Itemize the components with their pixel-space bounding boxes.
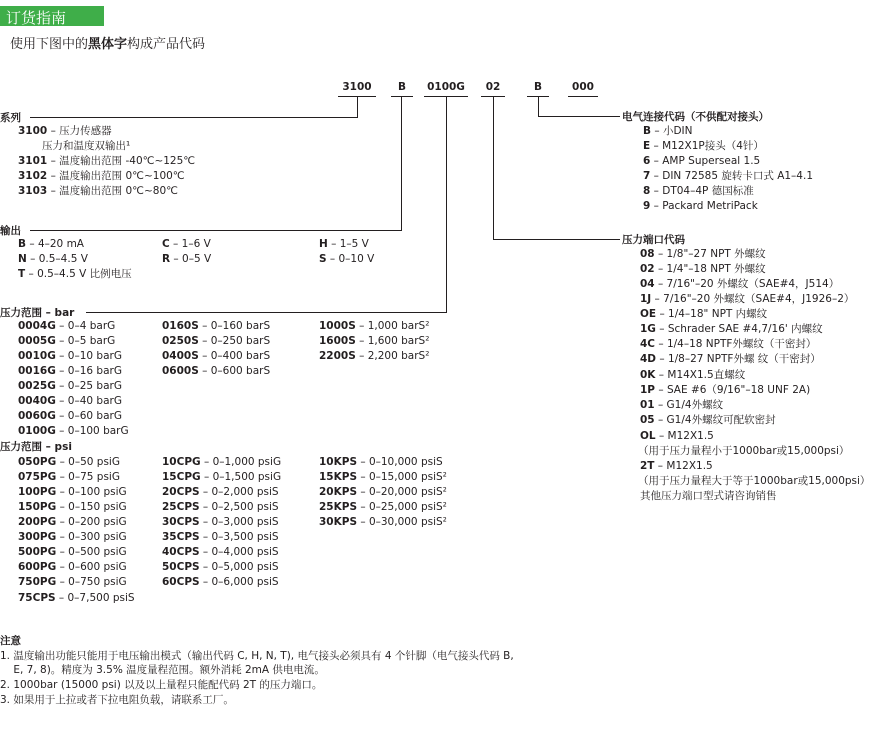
item-desc: – 1/8"–27 NPT 外螺纹 (654, 248, 766, 260)
item-desc: – 0–30,000 psiS² (357, 516, 447, 528)
item-desc: – 0–100 barG (55, 425, 129, 437)
item-desc: – 0–2,000 psiS (199, 486, 279, 498)
item-code: 1G (640, 323, 656, 335)
item-code: 75CPS (18, 592, 56, 604)
item-code: 2200S (319, 350, 356, 362)
item-desc: – 0–1,000 psiG (200, 456, 282, 468)
list-item (162, 334, 270, 349)
item-desc: – 0–5,000 psiS (199, 561, 279, 573)
item-desc: – 0–100 psiG (56, 486, 127, 498)
underline-output (391, 96, 413, 97)
series-title: 系列 (0, 112, 21, 124)
item-desc: – 0–5 barG (55, 335, 116, 347)
item-desc: – M14X1.5直螺纹 (655, 369, 746, 381)
list-item (18, 560, 127, 575)
list-item (643, 184, 754, 199)
note-line: E, 7, 8)。精度为 3.5% 温度量程范围。额外消耗 2mA 供电电流。 (0, 664, 325, 676)
item-code: 1P (640, 384, 656, 396)
item-desc: – 小DIN (651, 125, 693, 137)
list-item (162, 530, 279, 545)
list-item (643, 199, 758, 214)
item-code: 100PG (18, 486, 57, 498)
list-item (319, 319, 429, 334)
item-desc: – 2,200 barS² (355, 350, 430, 362)
item-desc: – G1/4外螺纹 (654, 399, 724, 411)
item-code: 3102 (18, 170, 48, 182)
item-desc: – 0–500 psiG (56, 546, 127, 558)
item-desc: – 温度输出范围 0℃~80℃ (47, 185, 178, 197)
list-item (319, 349, 429, 364)
connector-range-v (446, 96, 447, 312)
range-bar-title: 压力范围 – bar (0, 307, 75, 319)
list-item (18, 237, 84, 252)
item-desc: – DT04–4P 德国标准 (650, 185, 754, 197)
item-desc: – 1–6 V (169, 238, 211, 250)
item-code: 6 (643, 155, 651, 167)
list-item (162, 545, 279, 560)
item-code: 40CPS (162, 546, 200, 558)
model-code-option: 000 (572, 81, 594, 93)
item-desc: – 1–5 V (327, 238, 369, 250)
list-item (18, 575, 127, 590)
notes-title: 注意 (0, 635, 21, 647)
item-desc: – 1/4"–18 NPT 外螺纹 (654, 263, 766, 275)
list-item (42, 139, 130, 154)
item-desc: – 0–40 barG (55, 395, 122, 407)
list-item (640, 337, 816, 352)
list-item (162, 237, 211, 252)
subtitle-pre: 使用下图中的 (10, 37, 89, 52)
item-code: 0004G (18, 320, 56, 332)
item-desc: – 0–160 barS (198, 320, 271, 332)
item-desc: – 0–4,000 psiS (199, 546, 279, 558)
list-item (640, 413, 776, 428)
list-item (18, 184, 178, 199)
range-psi-title: 压力范围 – psi (0, 441, 72, 453)
list-item (640, 383, 810, 398)
model-code-series: 3100 (342, 81, 372, 93)
list-item (18, 364, 122, 379)
item-code: 075PG (18, 471, 57, 483)
list-item (18, 455, 120, 470)
item-code: 150PG (18, 501, 57, 513)
item-code: 08 (640, 248, 655, 260)
item-code: 1000S (319, 320, 356, 332)
item-code: 25CPS (162, 501, 200, 513)
item-desc: – 0.5–4.5 V 比例电压 (25, 268, 132, 280)
item-code: E (643, 140, 651, 152)
subtitle-post: 构成产品代码 (127, 37, 206, 52)
item-code: 04 (640, 278, 655, 290)
list-item (18, 409, 122, 424)
item-desc: – 0–6,000 psiS (199, 576, 279, 588)
list-item (640, 277, 839, 292)
item-code: 050PG (18, 456, 57, 468)
item-code: 4C (640, 338, 656, 350)
item-desc: – 0–10 V (326, 253, 375, 265)
list-item (640, 322, 823, 337)
item-desc: 其他压力端口型式请咨询销售 (640, 490, 777, 502)
item-code: 0160S (162, 320, 199, 332)
list-item (18, 394, 122, 409)
banner-title: 订货指南 (6, 9, 67, 27)
list-item (18, 424, 129, 439)
item-desc: – 0–150 psiG (56, 501, 127, 513)
underline-option (568, 96, 598, 97)
item-desc: – 0–5 V (170, 253, 212, 265)
list-item (638, 474, 870, 489)
item-desc: – 0–4 barG (55, 320, 116, 332)
item-desc: – 0–7,500 psiS (55, 592, 135, 604)
list-item (643, 139, 764, 154)
item-code: 7 (643, 170, 651, 182)
item-desc: – 0–3,500 psiS (199, 531, 279, 543)
item-desc: – AMP Superseal 1.5 (650, 155, 761, 167)
item-code: B (18, 238, 27, 250)
item-code: 4D (640, 353, 657, 365)
item-code: 0100G (18, 425, 56, 437)
item-desc: – 7/16"–20 外螺纹（SAE#4，J1926–2） (651, 293, 855, 305)
item-desc: – 0–300 psiG (56, 531, 127, 543)
item-code: 750PG (18, 576, 57, 588)
item-desc: – 0–10,000 psiS (357, 456, 443, 468)
item-code: 01 (640, 399, 655, 411)
list-item (18, 267, 132, 282)
list-item (18, 379, 122, 394)
item-desc: – 0–25,000 psiS² (357, 501, 447, 513)
item-code: 3103 (18, 185, 48, 197)
item-code: C (162, 238, 170, 250)
note-line: 2. 1000bar (15000 psi) 以及以上量程只能配代码 2T 的压力端口。 (0, 679, 323, 691)
item-code: B (643, 125, 652, 137)
item-desc: – 压力传感器 (47, 125, 112, 137)
list-item (640, 262, 766, 277)
list-item (640, 352, 821, 367)
item-desc: – 0–250 barS (198, 335, 271, 347)
connector-series-h (30, 117, 358, 118)
model-code-range: 0100G (427, 81, 465, 93)
item-code: 0400S (162, 350, 199, 362)
subtitle-bold: 黑体字 (88, 37, 128, 52)
item-code: 10KPS (319, 456, 358, 468)
item-desc: – 0–200 psiG (56, 516, 127, 528)
item-desc: – M12X1.5 (654, 460, 713, 472)
item-desc: – 1/4–18" NPT 内螺纹 (656, 308, 768, 320)
list-item (319, 252, 374, 267)
list-item (640, 247, 766, 262)
item-desc: – 0–20,000 psiS² (357, 486, 447, 498)
item-desc: – 1,000 barS² (355, 320, 430, 332)
list-item (640, 398, 723, 413)
list-item (18, 169, 185, 184)
item-code: 0060G (18, 410, 56, 422)
list-item (162, 560, 279, 575)
item-code: 300PG (18, 531, 57, 543)
item-code: 0040G (18, 395, 56, 407)
list-item (319, 237, 369, 252)
connector-series-v (357, 96, 358, 117)
item-code: OE (640, 308, 657, 320)
list-item (18, 349, 122, 364)
item-desc: – DIN 72585 旋转卡口式 A1–4.1 (650, 170, 814, 182)
item-desc: （用于压力量程小于1000bar或15,000psi） (638, 445, 850, 457)
list-item (18, 154, 195, 169)
list-item (162, 500, 279, 515)
list-item (18, 545, 127, 560)
item-code: 15CPG (162, 471, 201, 483)
item-desc: – 0–16 barG (55, 365, 122, 377)
item-code: H (319, 238, 328, 250)
connector-electrical-v (538, 96, 539, 116)
list-item (18, 530, 127, 545)
list-item (18, 124, 112, 139)
list-item (18, 485, 127, 500)
list-item (162, 349, 270, 364)
list-item (640, 292, 854, 307)
item-desc: – 1,600 barS² (355, 335, 430, 347)
item-code: 0250S (162, 335, 199, 347)
port-title: 压力端口代码 (622, 234, 685, 246)
electrical-title: 电气连接代码（不供配对接头） (622, 111, 769, 123)
model-code-port: 02 (485, 81, 501, 93)
item-desc: – 温度输出范围 0℃~100℃ (47, 170, 185, 182)
item-code: S (319, 253, 327, 265)
item-desc: – 0–750 psiG (56, 576, 127, 588)
list-item (319, 500, 447, 515)
item-code: 0025G (18, 380, 56, 392)
list-item (319, 515, 447, 530)
item-desc: – 0.5–4.5 V (26, 253, 88, 265)
list-item (640, 489, 777, 504)
list-item (18, 500, 127, 515)
list-item (640, 459, 713, 474)
list-item (643, 169, 813, 184)
list-item (162, 319, 270, 334)
item-desc: – 1/4–18 NPTF外螺纹（干密封） (655, 338, 817, 350)
list-item (643, 124, 692, 139)
item-desc: – Schrader SAE #4,7/16' 内螺纹 (655, 323, 823, 335)
item-code: 200PG (18, 516, 57, 528)
item-desc: – 0–2,500 psiS (199, 501, 279, 513)
list-item (162, 364, 270, 379)
list-item (162, 252, 211, 267)
item-code: T (18, 268, 26, 280)
list-item (319, 334, 429, 349)
model-code-electrical: B (533, 81, 542, 93)
item-code: 02 (640, 263, 655, 275)
item-code: 0600S (162, 365, 199, 377)
list-item (319, 455, 443, 470)
item-desc: – G1/4外螺纹可配软密封 (654, 414, 776, 426)
item-code: 8 (643, 185, 651, 197)
item-desc: – Packard MetriPack (650, 200, 758, 212)
item-desc: – 0–400 barS (198, 350, 271, 362)
item-code: 0K (640, 369, 656, 381)
item-code: 1J (640, 293, 652, 305)
item-desc: （用于压力量程大于等于1000bar或15,000psi） (638, 475, 871, 487)
item-code: 50CPS (162, 561, 200, 573)
item-code: 1600S (319, 335, 356, 347)
output-title: 输出 (0, 225, 21, 237)
item-code: 9 (643, 200, 651, 212)
item-code: N (18, 253, 27, 265)
item-code: OL (640, 430, 656, 442)
list-item (162, 485, 279, 500)
item-code: 30CPS (162, 516, 200, 528)
item-code: 20KPS (319, 486, 358, 498)
list-item (640, 429, 714, 444)
list-item (162, 455, 281, 470)
item-desc: – 1/8–27 NPTF外螺 纹（干密封） (656, 353, 821, 365)
item-desc: – 0–75 psiG (56, 471, 120, 483)
list-item (162, 575, 279, 590)
item-code: 10CPG (162, 456, 201, 468)
item-code: 35CPS (162, 531, 200, 543)
item-code: 0005G (18, 335, 56, 347)
item-desc: – 0–600 barS (198, 365, 271, 377)
list-item (162, 470, 281, 485)
item-desc: – 0–25 barG (55, 380, 122, 392)
item-code: 25KPS (319, 501, 358, 513)
item-desc: – 7/16"–20 外螺纹（SAE#4，J514） (654, 278, 840, 290)
note-line: 1. 温度输出功能只能用于电压输出模式（输出代码 C, H, N, T), 电气接头必须具有 4 个针脚（电气接头代码 B, (0, 650, 514, 662)
item-desc: – 0–3,000 psiS (199, 516, 279, 528)
item-desc: – 0–60 barG (55, 410, 122, 422)
list-item (638, 444, 849, 459)
connector-electrical-h (538, 116, 620, 117)
list-item (18, 591, 135, 606)
item-desc: – 4–20 mA (26, 238, 84, 250)
item-desc: – 0–10 barG (55, 350, 122, 362)
connector-output-v (401, 96, 402, 230)
list-item (18, 334, 115, 349)
item-code: 500PG (18, 546, 57, 558)
list-item (319, 470, 447, 485)
item-desc: – 0–50 psiG (56, 456, 120, 468)
item-code: 15KPS (319, 471, 358, 483)
item-code: R (162, 253, 171, 265)
item-code: 3100 (18, 125, 48, 137)
section-banner (0, 6, 104, 26)
connector-range-h (86, 312, 447, 313)
connector-output-h (30, 230, 402, 231)
list-item (162, 515, 279, 530)
item-code: 20CPS (162, 486, 200, 498)
note-line: 3. 如果用于上拉或者下拉电阻负载，请联系工厂。 (0, 694, 234, 706)
connector-port-v (493, 96, 494, 239)
item-code: 600PG (18, 561, 57, 573)
item-code: 0016G (18, 365, 56, 377)
list-item (18, 515, 127, 530)
item-code: 60CPS (162, 576, 200, 588)
item-desc: – 0–15,000 psiS² (357, 471, 447, 483)
item-desc: – M12X1.5 (655, 430, 714, 442)
model-code-output: B (397, 81, 406, 93)
item-desc: – 0–600 psiG (56, 561, 127, 573)
item-desc: – M12X1P接头（4针） (650, 140, 764, 152)
list-item (640, 307, 767, 322)
subtitle (10, 33, 205, 52)
list-item (18, 319, 115, 334)
list-item (319, 485, 447, 500)
item-desc: – SAE #6（9/16"–18 UNF 2A) (655, 384, 811, 396)
connector-port-h (493, 239, 620, 240)
list-item (640, 368, 745, 383)
item-desc: – 0–1,500 psiG (200, 471, 282, 483)
item-desc: – 温度输出范围 -40℃~125℃ (47, 155, 196, 167)
item-code: 30KPS (319, 516, 358, 528)
list-item (18, 470, 120, 485)
list-item (18, 252, 88, 267)
item-code: 05 (640, 414, 655, 426)
item-code: 0010G (18, 350, 56, 362)
item-code: 3101 (18, 155, 48, 167)
item-code: 2T (640, 460, 655, 472)
item-desc: 压力和温度双输出¹ (42, 140, 131, 152)
list-item (643, 154, 760, 169)
